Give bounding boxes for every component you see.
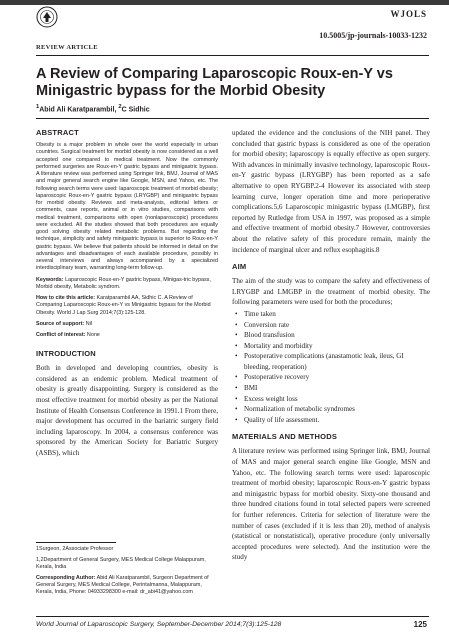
journal-logo-icon <box>36 6 58 28</box>
source-of-support <box>36 321 218 328</box>
corresponding-author <box>36 575 218 596</box>
header-rule <box>36 55 429 56</box>
support-text: Nil <box>85 320 93 327</box>
journal-abbreviation: WJOLS <box>390 9 427 19</box>
footnote-rule <box>36 542 116 543</box>
list-item: • BMI <box>232 383 430 394</box>
list-item: • Quality of life assessment. <box>232 415 430 426</box>
keywords-text: Laparoscopic Roux-en-Y gastric bypass, Minigas-tric bypass, Morbid obesity, Metabolic syndrom. <box>36 276 211 290</box>
corresponding-text: Abid Ali Karatparambil, Surgeon Department of General Surgery, MES Medical College, Perintalmanna, Malappuram, Kerala, India, Phone: 04933298300 e-mail: dr_abi41@yahoo.com <box>36 575 209 595</box>
article-type: REVIEW ARTICLE <box>36 44 98 51</box>
support-label: Source of support: <box>36 320 85 327</box>
keywords-label: Keywords: <box>36 276 64 283</box>
corresponding-label: Corresponding Author: <box>36 575 96 581</box>
left-column <box>36 128 218 459</box>
doi: 10.5005/jp-journals-10033-1232 <box>319 31 427 40</box>
list-item: • Mortality and morbidity <box>232 341 430 352</box>
parameter-list <box>232 309 430 426</box>
citation <box>36 295 218 317</box>
list-item: • Excess weight loss <box>232 394 430 405</box>
aim-heading: AIM <box>232 262 247 272</box>
footer-journal: World Journal of Laparoscopic Surgery, September-December 2014;7(3):125-128 <box>36 621 282 628</box>
footnotes <box>36 546 218 600</box>
header-bar <box>0 0 449 5</box>
conflict-text: None <box>86 332 100 338</box>
affiliation-full: 1,2Department of General Surgery, MES Medical College Malappuram, Kerala, India <box>36 557 206 570</box>
introduction-text: Both in developed and developing countries, obesity is considered as an endemic problem. Medical treatment of obesity is greatly disappointing. Surgery is considered as the most effective treatment for morbid obesity as per the National Institute of Health Consensus Conference in 1991.1 From there, major development has occurred in the bariatric surgery field including laparoscopy. In 2004, a consensus conference was sponsored by the American Society for Bariatric Surgery (ASBS), which <box>36 364 218 457</box>
keywords <box>36 277 218 292</box>
list-item: • Conversion rate <box>232 320 430 331</box>
title-rule <box>36 118 429 119</box>
methods-text: A literature review was performed using Springer link, BMJ, Journal of MAS and major general search engine like Google, MSN and Yahoo, etc. The following search terms were used: laparoscopic treatment of morbid obesity; laparoscopic Roux-en-Y gastric bypass and minigastric bypass for morbid obesity. Sixty-one thousand and three hundred citations found in total selected papers were screened for further references. Criteria for selection of literature were the number of cases (excluded if it is less than 20), method of analysis (statistical or nonstatistical), operative procedure (only universally accepted procedures were selected). And the institution were the study <box>232 447 430 562</box>
list-item: • Postoperative complications (anastamotic leak, ileus, GI bleeding, reoperation) <box>232 351 430 372</box>
right-column <box>232 128 430 563</box>
list-item: • Postoperative recovery <box>232 372 430 383</box>
affiliation-short: 1Surgeon, 2Associate Professor <box>36 546 114 552</box>
abstract-heading: ABSTRACT <box>36 128 79 137</box>
introduction-continued: updated the evidence and the conclusions of the NIH panel. They concluded that gastric bypass is considered as one of the operation for morbid obesity; laparoscopy is equally effective as open surgery. With advances in minimally invasive technology, laparoscopic Roux-en-Y gastric bypass (LRYGBP) has been reported as a safe alternative to open RYGBP.2-4 However its associated with steep learning curve, longer operation time and more perioperative complications.5,6 Laparoscopic minigastric bypass (LMGBP), first reported by Rutledge from USA in 1997, was proposed as a simple and effective treatment of morbid obesity.7 However, controversies about the relative safety of this procedure remain, mainly the incidence of marginal ulcer and reflux esophagitis.8 <box>232 129 430 254</box>
list-item: • Blood transfusion <box>232 330 430 341</box>
abstract-text: Obesity is a major problem in whole over the world especially in urban countries. Surgical treatment for morbid obesity is now considered as a well accepted one compared to medical treatment. Now the commonly performed surgeries are Roux-en-Y gastric bypass and minigastric bypass. A literature review was performed using Springer link, BMJ, Journal of MAS and major general search engine like Google, MSN, and Yahoo, etc. The following search terms were used: laparoscopic treatment of morbid obesity; laparoscopic Roux-en-Y gastric bypass (LRYGBP) and minigastric bypass for morbid obesity. Reviews and meta-analysis, editorial letters or comments, case reports, animal or in vitro studies, comparisons with medical treatment, comparisons with open (nonlaparoscopic) procedures were excluded. All the studies showed that both procedures are equally good solving obesity related metabolic problems. But regarding the technique, simplicity and safety minigastric bypass is superior to Roux-en-Y gastric bypass. We believe that patients should be informed in detail on the advantages and disadvantages of each available procedure, possibly in several interviews and always accompanied by a specialized interdisciplinary team, warranting long-term follow-up. <box>36 142 218 272</box>
introduction-heading: INTRODUCTION <box>36 349 96 359</box>
conflict-label: Conflict of interest: <box>36 332 86 338</box>
author-line: $^1$Abid Ali Karatparambil, $^2$C Sidhic <box>36 104 150 114</box>
methods-heading: MATERIALS AND METHODS <box>232 432 338 442</box>
citation-label: How to cite this article: <box>36 295 96 301</box>
list-item: • Normalization of metabolic syndromes <box>232 404 430 415</box>
citation-text: Karatparambil AA, Sidhic C. A Review of Comparing Laparoscopic Roux-en-Y vs Minigastric bypass for the Morbid Obesity. World J Lap Surg 2014;7(3):125-128. <box>36 295 211 316</box>
page-number: 125 <box>413 620 427 629</box>
conflict-of-interest <box>36 332 218 339</box>
footer-rule <box>36 616 429 617</box>
article-title: A Review of Comparing Laparoscopic Roux-en-Y vs Minigastric bypass for the Morbid Obesity <box>36 66 393 99</box>
list-item: • Time taken <box>232 309 430 320</box>
aim-text: The aim of the study was to compare the safety and effectiveness of LRYGBP and LMGBP in the treatment of morbid obesity. The following parameters were used for both the procedures; <box>232 277 430 307</box>
